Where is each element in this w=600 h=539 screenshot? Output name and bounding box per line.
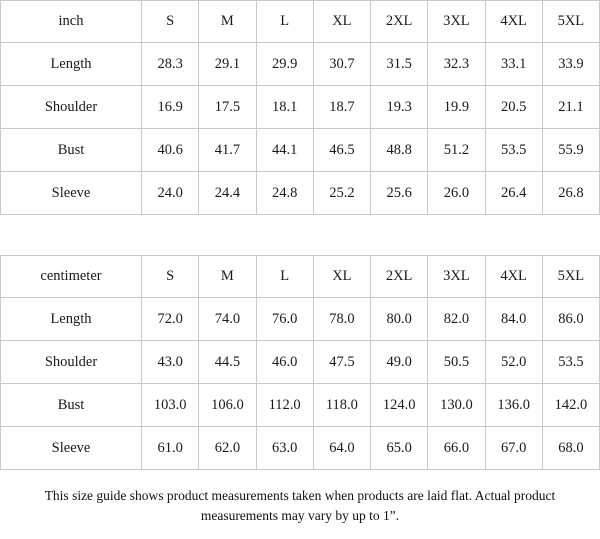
unit-header-inch: inch: [1, 1, 142, 43]
cell-shoulder-4xl: 52.0: [485, 341, 542, 384]
row-label-bust: Bust: [1, 384, 142, 427]
cell-length-xl: 78.0: [313, 298, 370, 341]
cell-shoulder-m: 44.5: [199, 341, 256, 384]
column-header-4xl: 4XL: [485, 256, 542, 298]
column-header-2xl: 2XL: [371, 256, 428, 298]
row-label-shoulder: Shoulder: [1, 341, 142, 384]
cell-length-2xl: 80.0: [371, 298, 428, 341]
row-label-bust: Bust: [1, 129, 142, 172]
cell-length-4xl: 33.1: [485, 43, 542, 86]
cell-shoulder-s: 16.9: [142, 86, 199, 129]
cell-length-2xl: 31.5: [371, 43, 428, 86]
cell-sleeve-m: 62.0: [199, 427, 256, 470]
column-header-2xl: 2XL: [371, 1, 428, 43]
cell-length-5xl: 33.9: [542, 43, 599, 86]
table-separator: [0, 215, 600, 255]
column-header-4xl: 4XL: [485, 1, 542, 43]
size-table-inch-header: [1, 1, 600, 43]
row-label-length: Length: [1, 43, 142, 86]
size-table-inch: [0, 0, 600, 215]
cell-length-l: 29.9: [256, 43, 313, 86]
cell-sleeve-xl: 64.0: [313, 427, 370, 470]
cell-sleeve-m: 24.4: [199, 172, 256, 215]
cell-shoulder-2xl: 49.0: [371, 341, 428, 384]
cell-length-3xl: 82.0: [428, 298, 485, 341]
cell-bust-s: 103.0: [142, 384, 199, 427]
cell-bust-3xl: 51.2: [428, 129, 485, 172]
cell-sleeve-4xl: 67.0: [485, 427, 542, 470]
table-row: [1, 341, 600, 384]
cell-sleeve-xl: 25.2: [313, 172, 370, 215]
cell-sleeve-5xl: 26.8: [542, 172, 599, 215]
cell-bust-2xl: 48.8: [371, 129, 428, 172]
cell-length-m: 29.1: [199, 43, 256, 86]
column-header-s: S: [142, 256, 199, 298]
cell-bust-m: 41.7: [199, 129, 256, 172]
table-row: [1, 172, 600, 215]
table-row: [1, 129, 600, 172]
cell-length-l: 76.0: [256, 298, 313, 341]
column-header-l: L: [256, 256, 313, 298]
column-header-m: M: [199, 256, 256, 298]
cell-shoulder-4xl: 20.5: [485, 86, 542, 129]
cell-sleeve-l: 24.8: [256, 172, 313, 215]
cell-sleeve-5xl: 68.0: [542, 427, 599, 470]
cell-bust-5xl: 55.9: [542, 129, 599, 172]
cell-shoulder-5xl: 21.1: [542, 86, 599, 129]
column-header-s: S: [142, 1, 199, 43]
cell-shoulder-l: 18.1: [256, 86, 313, 129]
row-label-sleeve: Sleeve: [1, 172, 142, 215]
cell-shoulder-2xl: 19.3: [371, 86, 428, 129]
cell-shoulder-xl: 18.7: [313, 86, 370, 129]
cell-shoulder-5xl: 53.5: [542, 341, 599, 384]
cell-length-s: 72.0: [142, 298, 199, 341]
cell-shoulder-xl: 47.5: [313, 341, 370, 384]
cell-sleeve-3xl: 66.0: [428, 427, 485, 470]
table-header-row: [1, 1, 600, 43]
column-header-l: L: [256, 1, 313, 43]
row-label-shoulder: Shoulder: [1, 86, 142, 129]
column-header-5xl: 5XL: [542, 1, 599, 43]
column-header-xl: XL: [313, 1, 370, 43]
size-guide-footnote: This size guide shows product measurements taken when products are laid flat. Actual product measurements may vary by up to 1”.: [44, 488, 556, 523]
cell-sleeve-s: 24.0: [142, 172, 199, 215]
cell-bust-m: 106.0: [199, 384, 256, 427]
column-header-5xl: 5XL: [542, 256, 599, 298]
column-header-xl: XL: [313, 256, 370, 298]
column-header-m: M: [199, 1, 256, 43]
table-row: [1, 43, 600, 86]
cell-bust-l: 112.0: [256, 384, 313, 427]
cell-shoulder-3xl: 19.9: [428, 86, 485, 129]
cell-bust-4xl: 136.0: [485, 384, 542, 427]
table-header-row: [1, 256, 600, 298]
cell-shoulder-3xl: 50.5: [428, 341, 485, 384]
cell-shoulder-m: 17.5: [199, 86, 256, 129]
cell-sleeve-s: 61.0: [142, 427, 199, 470]
size-table-centimeter-body: [1, 298, 600, 470]
cell-sleeve-2xl: 65.0: [371, 427, 428, 470]
cell-bust-2xl: 124.0: [371, 384, 428, 427]
unit-header-centimeter: centimeter: [1, 256, 142, 298]
cell-bust-l: 44.1: [256, 129, 313, 172]
table-row: [1, 384, 600, 427]
row-label-length: Length: [1, 298, 142, 341]
size-table-centimeter-header: [1, 256, 600, 298]
cell-bust-xl: 118.0: [313, 384, 370, 427]
cell-bust-3xl: 130.0: [428, 384, 485, 427]
cell-length-s: 28.3: [142, 43, 199, 86]
column-header-3xl: 3XL: [428, 1, 485, 43]
table-row: [1, 427, 600, 470]
cell-sleeve-l: 63.0: [256, 427, 313, 470]
cell-length-4xl: 84.0: [485, 298, 542, 341]
table-row: [1, 298, 600, 341]
cell-length-m: 74.0: [199, 298, 256, 341]
table-row: [1, 86, 600, 129]
cell-length-xl: 30.7: [313, 43, 370, 86]
cell-bust-s: 40.6: [142, 129, 199, 172]
cell-bust-5xl: 142.0: [542, 384, 599, 427]
cell-bust-4xl: 53.5: [485, 129, 542, 172]
cell-bust-xl: 46.5: [313, 129, 370, 172]
cell-shoulder-l: 46.0: [256, 341, 313, 384]
size-table-centimeter: [0, 255, 600, 470]
cell-length-5xl: 86.0: [542, 298, 599, 341]
size-table-inch-body: [1, 43, 600, 215]
cell-length-3xl: 32.3: [428, 43, 485, 86]
cell-sleeve-4xl: 26.4: [485, 172, 542, 215]
cell-sleeve-3xl: 26.0: [428, 172, 485, 215]
cell-sleeve-2xl: 25.6: [371, 172, 428, 215]
column-header-3xl: 3XL: [428, 256, 485, 298]
row-label-sleeve: Sleeve: [1, 427, 142, 470]
cell-shoulder-s: 43.0: [142, 341, 199, 384]
